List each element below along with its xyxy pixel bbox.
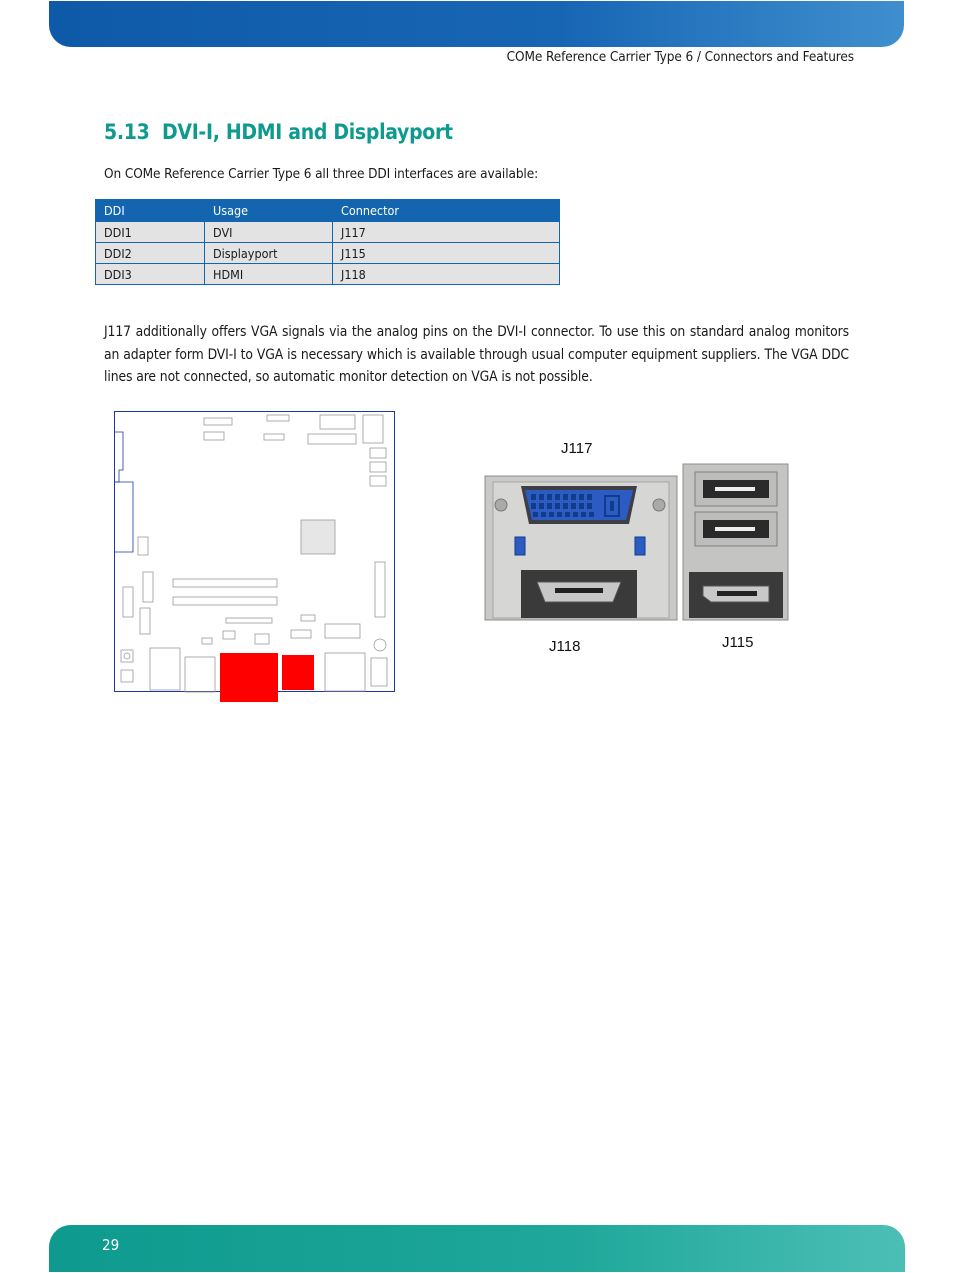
- table-cell: HDMI: [205, 264, 333, 285]
- table-cell: J115: [333, 243, 560, 264]
- label-j118: J118: [549, 638, 581, 655]
- table-cell: Displayport: [205, 243, 333, 264]
- column-header-ddi: DDI: [96, 200, 205, 222]
- table-header-row: [96, 200, 560, 222]
- board-layout-svg: [115, 412, 394, 704]
- highlight-dvi-hdmi: [220, 653, 278, 702]
- label-j117: J117: [561, 440, 593, 457]
- page-number: 29: [102, 1236, 120, 1254]
- section-title: DVI-I, HDMI and Displayport: [162, 120, 453, 144]
- table-cell: J117: [333, 222, 560, 243]
- running-header: COMe Reference Carrier Type 6 / Connectors and Features: [506, 49, 854, 65]
- section-number: 5.13: [104, 120, 150, 144]
- table-row: [96, 243, 560, 264]
- connector-photo: [483, 462, 790, 622]
- table-cell: DDI3: [96, 264, 205, 285]
- intro-text: On COMe Reference Carrier Type 6 all three DDI interfaces are available:: [104, 166, 539, 182]
- column-header-usage: Usage: [205, 200, 333, 222]
- top-banner: [49, 1, 904, 47]
- column-header-connector: Connector: [333, 200, 560, 222]
- table-row: [96, 264, 560, 285]
- bottom-banner: [49, 1225, 905, 1272]
- highlight-displayport: [282, 655, 314, 690]
- table-cell: DDI2: [96, 243, 205, 264]
- table-cell: DVI: [205, 222, 333, 243]
- table-cell: J118: [333, 264, 560, 285]
- label-j115: J115: [722, 634, 754, 651]
- board-layout-drawing: [114, 411, 395, 692]
- ddi-table: [95, 199, 560, 285]
- table-row: [96, 222, 560, 243]
- section-heading: [104, 120, 453, 144]
- connector-highlights: [220, 653, 314, 702]
- table-cell: DDI1: [96, 222, 205, 243]
- vga-paragraph: J117 additionally offers VGA signals via the analog pins on the DVI-I connector. To use this on standard analog monitors an adapter form DVI-I to VGA is necessary which is available through usual computer equipment suppliers. The VGA DDC lines are not connected, so automatic monitor detection on VGA is not possible.: [104, 324, 849, 385]
